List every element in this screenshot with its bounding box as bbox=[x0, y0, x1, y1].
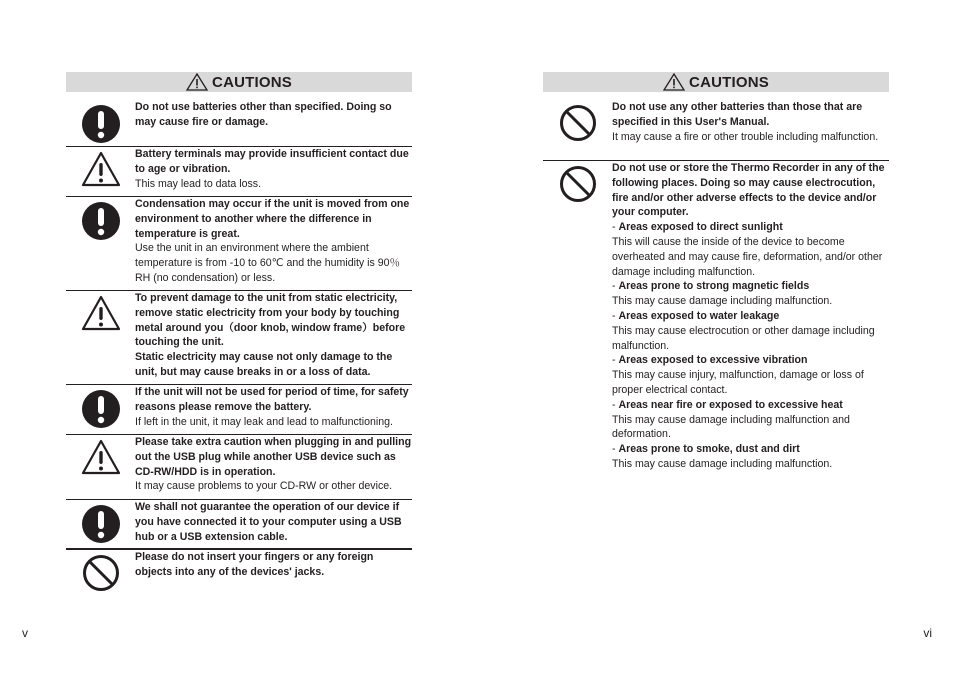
caution-text: Please do not insert your fingers or any foreign objects into any of the devices' jacks. bbox=[135, 551, 374, 578]
caution-text: Please take extra caution when plugging in and pulling out the USB plug while another USB device such as CD-RW/HDD is in operation. bbox=[135, 436, 412, 478]
mandatory-icon bbox=[81, 201, 121, 241]
prohibition-icon bbox=[559, 165, 597, 203]
page-number-right: vi bbox=[923, 626, 932, 640]
warning-icon bbox=[81, 439, 121, 475]
place-text: This may cause damage including malfunction and deformation. bbox=[612, 413, 850, 441]
mandatory-icon bbox=[81, 504, 121, 544]
caution-text: Do not use batteries other than specified. Doing so may cause fire or damage. bbox=[135, 101, 392, 128]
caution-note: Use the unit in an environment where the ambient temperature is from -10 to 60℃ and the humidity is 90％ RH (no condensation) or less. bbox=[135, 242, 401, 284]
place-text: This may cause electrocution or other damage including malfunction. bbox=[612, 324, 875, 352]
mandatory-icon bbox=[81, 389, 121, 429]
cautions-banner bbox=[543, 72, 889, 92]
place-title: - Areas exposed to water leakage bbox=[612, 309, 889, 324]
caution-text: Do not use any other batteries than those that are specified in this User's Manual. bbox=[612, 101, 863, 128]
caution-note: It may cause a fire or other trouble including malfunction. bbox=[612, 130, 879, 143]
page-number-left: v bbox=[22, 626, 28, 640]
mandatory-icon bbox=[81, 104, 121, 144]
caution-text: Do not use or store the Thermo Recorder in any of the following places. Doing so may cause electrocution, fire and/or other adverse effects to the device and/or your computer. bbox=[612, 162, 885, 219]
caution-note: This may lead to data loss. bbox=[135, 177, 262, 190]
warning-icon bbox=[81, 295, 121, 331]
caution-row bbox=[66, 385, 412, 435]
place-text: This may cause damage including malfunction. bbox=[612, 457, 833, 470]
place-text: This will cause the inside of the device to become overheated and may cause fire, deformation, and/or other damage including malfunction. bbox=[612, 235, 883, 278]
caution-row bbox=[66, 435, 412, 500]
prohibition-icon bbox=[559, 104, 597, 142]
caution-row bbox=[543, 100, 889, 161]
caution-row bbox=[66, 291, 412, 385]
caution-row bbox=[66, 500, 412, 550]
place-title: - Areas prone to smoke, dust and dirt bbox=[612, 442, 889, 457]
warning-icon bbox=[663, 73, 685, 91]
left-cautions-column bbox=[66, 72, 412, 596]
caution-text: Condensation may occur if the unit is moved from one environment to another where the difference in temperature is great. bbox=[135, 198, 410, 240]
caution-text: To prevent damage to the unit from static electricity, remove static electricity from your body by touching metal around you（door knob, window frame）before touching the unit. bbox=[135, 292, 406, 349]
banner-title: CAUTIONS bbox=[212, 73, 292, 91]
warning-icon bbox=[81, 151, 121, 187]
cautions-banner bbox=[66, 72, 412, 92]
caution-row bbox=[543, 161, 889, 476]
place-title: - Areas prone to strong magnetic fields bbox=[612, 279, 889, 294]
caution-text: We shall not guarantee the operation of our device if you have connected it to your computer using a USB hub or a USB extension cable. bbox=[135, 501, 402, 543]
place-text: This may cause injury, malfunction, damage or loss of proper electrical contact. bbox=[612, 369, 864, 396]
place-title: - Areas near fire or exposed to excessive heat bbox=[612, 398, 889, 413]
caution-row bbox=[66, 100, 412, 147]
caution-row bbox=[66, 550, 412, 596]
caution-row bbox=[66, 147, 412, 197]
place-title: - Areas exposed to direct sunlight bbox=[612, 220, 889, 235]
banner-title: CAUTIONS bbox=[689, 73, 769, 91]
prohibition-icon bbox=[82, 554, 120, 592]
caution-text: Static electricity may cause not only damage to the unit, but may cause breaks in or a loss of data. bbox=[135, 351, 393, 378]
caution-note: It may cause problems to your CD-RW or other device. bbox=[135, 480, 393, 493]
caution-note: If left in the unit, it may leak and lead to malfunctioning. bbox=[135, 415, 393, 428]
place-text: This may cause damage including malfunction. bbox=[612, 295, 833, 308]
caution-row bbox=[66, 197, 412, 291]
place-title: - Areas exposed to excessive vibration bbox=[612, 353, 889, 368]
caution-text: If the unit will not be used for period of time, for safety reasons please remove the battery. bbox=[135, 386, 409, 413]
right-cautions-column bbox=[543, 72, 889, 476]
warning-icon bbox=[186, 73, 208, 91]
caution-text: Battery terminals may provide insufficient contact due to age or vibration. bbox=[135, 148, 409, 175]
